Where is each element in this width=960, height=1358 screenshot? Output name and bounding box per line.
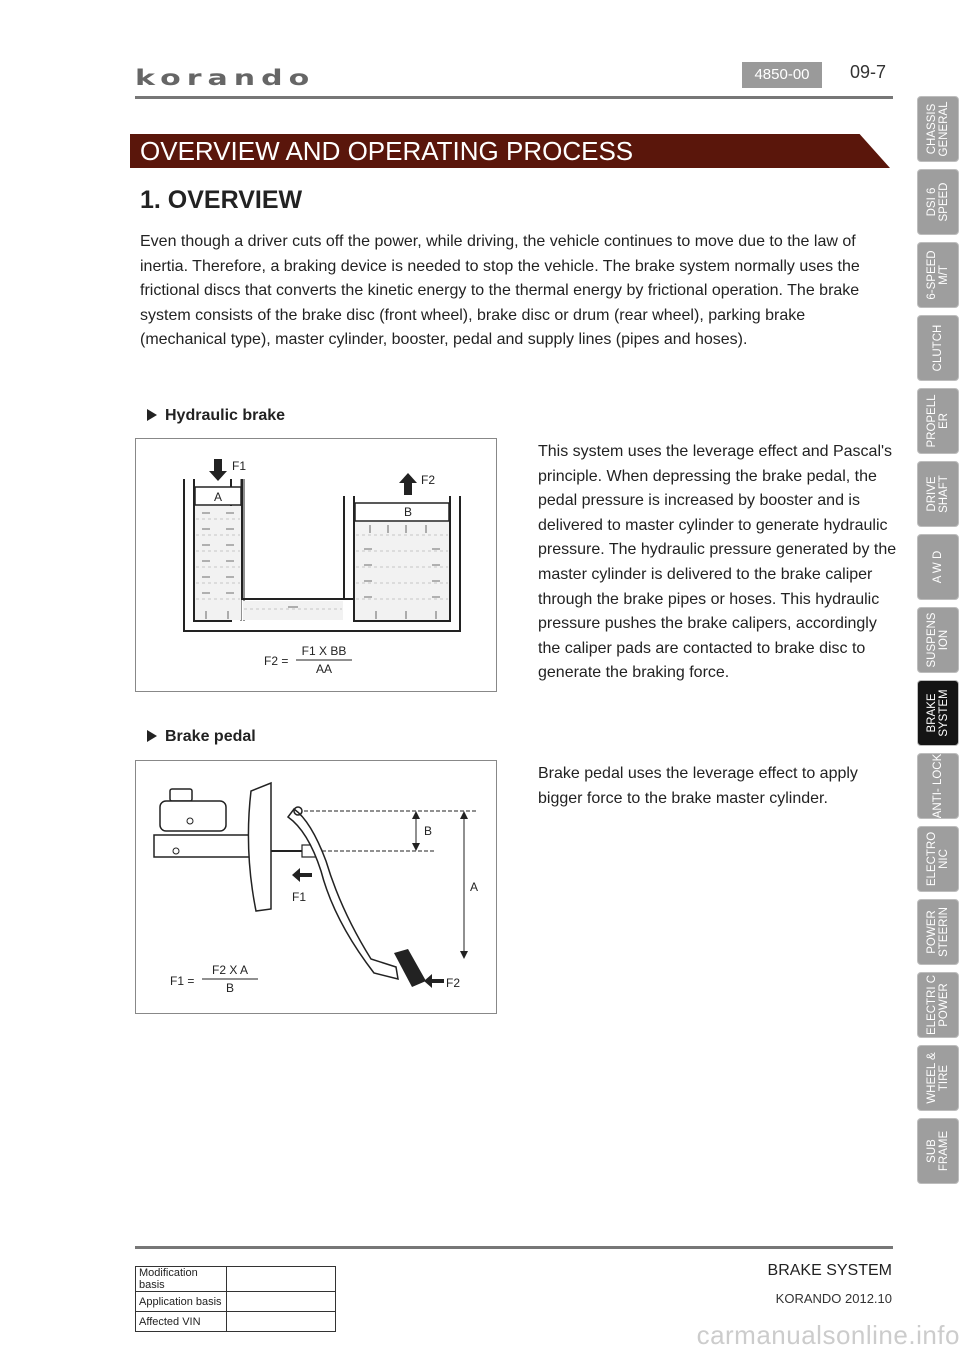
section-banner-title: OVERVIEW AND OPERATING PROCESS (140, 136, 634, 166)
hydraulic-diagram (136, 439, 496, 691)
tab-anti-lock[interactable]: ANTI- LOCK (917, 753, 959, 819)
pedal-force-f1-label: F1 (292, 890, 307, 904)
revision-label: Application basis (136, 1292, 227, 1312)
force-left-arrow-icon (424, 974, 444, 988)
revision-value (227, 1292, 336, 1312)
page-title: 1. OVERVIEW (140, 186, 303, 214)
footer-model: KORANDO 2012.10 (775, 1291, 892, 1306)
hydraulic-brake-figure (135, 438, 497, 692)
force-up-arrow-icon (399, 473, 417, 495)
tab-propeller[interactable]: PROPELL ER (917, 388, 959, 454)
watermark: carmanualsonline.info (696, 1320, 960, 1350)
pedal-force-f2-label: F2 (446, 976, 461, 990)
hydraulic-formula-numerator: F1 X BB (301, 644, 347, 658)
bullet-arrow-icon (147, 409, 157, 421)
pedal-formula-lhs: F1 = (170, 974, 195, 988)
pedal-formula-denominator: B (225, 981, 235, 995)
tab-power-steering[interactable]: POWER STEERIN (917, 899, 959, 965)
force-f2-label: F2 (421, 473, 436, 487)
hydraulic-brake-description: This system uses the leverage effect and Pascal's principle. When depressing the brake pedal, the pedal pressure is increased by booster and is delivered to master cylinder to generate hydraulic pressure. The hydraulic pressure generated by the master cylinder is delivered to the brake caliper through the brake pipes or hoses. This hydraulic pressure pushes the brake calipers, accordingly the caliper pads are contacted to brake disc to generate the braking force. (538, 443, 897, 682)
pedal-dimension-b-label: B (424, 824, 433, 838)
hydraulic-formula-lhs: F2 = (264, 654, 289, 668)
tab-awd[interactable]: A W D (917, 534, 959, 600)
brake-pedal-figure (135, 760, 497, 1014)
piston-a-label: A (213, 490, 223, 504)
force-f1-label: F1 (232, 459, 247, 473)
force-down-arrow-icon (209, 459, 227, 481)
tab-drive-shaft[interactable]: DRIVE SHAFT (917, 461, 959, 527)
tab-6-speed-mt[interactable]: 6-SPEED M/T (917, 242, 959, 308)
hydraulic-brake-title: Hydraulic brake (165, 407, 286, 424)
pedal-formula-numerator: F2 X A (211, 963, 249, 977)
overview-paragraph: Even though a driver cuts off the power, while driving, the vehicle continues to move due to the law of inertia. Therefore, a braking device is needed to stop the vehicle. The brake system normally uses the frictional discs that converts the kinetic energy to the thermal energy by frictional operation. The brake system consists of the brake disc (front wheel), brake disc or drum (rear wheel), parking brake (mechanical type), master cylinder, booster, pedal and supply lines (pipes and hoses). (140, 233, 860, 348)
tab-electronic[interactable]: ELECTRO NIC (917, 826, 959, 892)
hydraulic-formula-denominator: AA (315, 662, 333, 676)
footer-divider (135, 1246, 893, 1249)
tab-clutch[interactable]: CLUTCH (917, 315, 959, 381)
section-code-badge: 4850-00 (742, 62, 822, 88)
tab-sub-frame[interactable]: SUB FRAME (917, 1118, 959, 1184)
brake-pedal-title: Brake pedal (165, 728, 256, 745)
revision-value (227, 1267, 336, 1292)
tab-electric-power[interactable]: ELECTRI C POWER (917, 972, 959, 1038)
brake-pedal-heading (147, 728, 256, 746)
header-divider (135, 96, 893, 99)
revision-label: Affected VIN (136, 1312, 227, 1332)
pedal-diagram (136, 761, 496, 1013)
bullet-arrow-icon (147, 730, 157, 742)
pedal-dimension-a-label: A (470, 880, 479, 894)
brand-logo: korando (135, 66, 316, 91)
force-left-arrow-icon (292, 868, 312, 882)
footer-chapter-title: BRAKE SYSTEM (767, 1262, 892, 1279)
tab-wheel-tire[interactable]: WHEEL & TIRE (917, 1045, 959, 1111)
revision-label: Modification basis (136, 1267, 227, 1292)
page-number: 09-7 (850, 62, 887, 82)
tab-brake-system[interactable]: BRAKE SYSTEM (917, 680, 959, 746)
tab-dsi-6-speed[interactable]: DSI 6 SPEED (917, 169, 959, 235)
hydraulic-brake-heading (147, 407, 285, 425)
tab-chassis-general[interactable]: CHASSIS GENERAL (917, 96, 959, 162)
tab-suspension[interactable]: SUSPENS ION (917, 607, 959, 673)
brake-pedal-description: Brake pedal uses the leverage effect to apply bigger force to the brake master cylinder. (538, 765, 858, 807)
piston-b-label: B (403, 505, 413, 519)
